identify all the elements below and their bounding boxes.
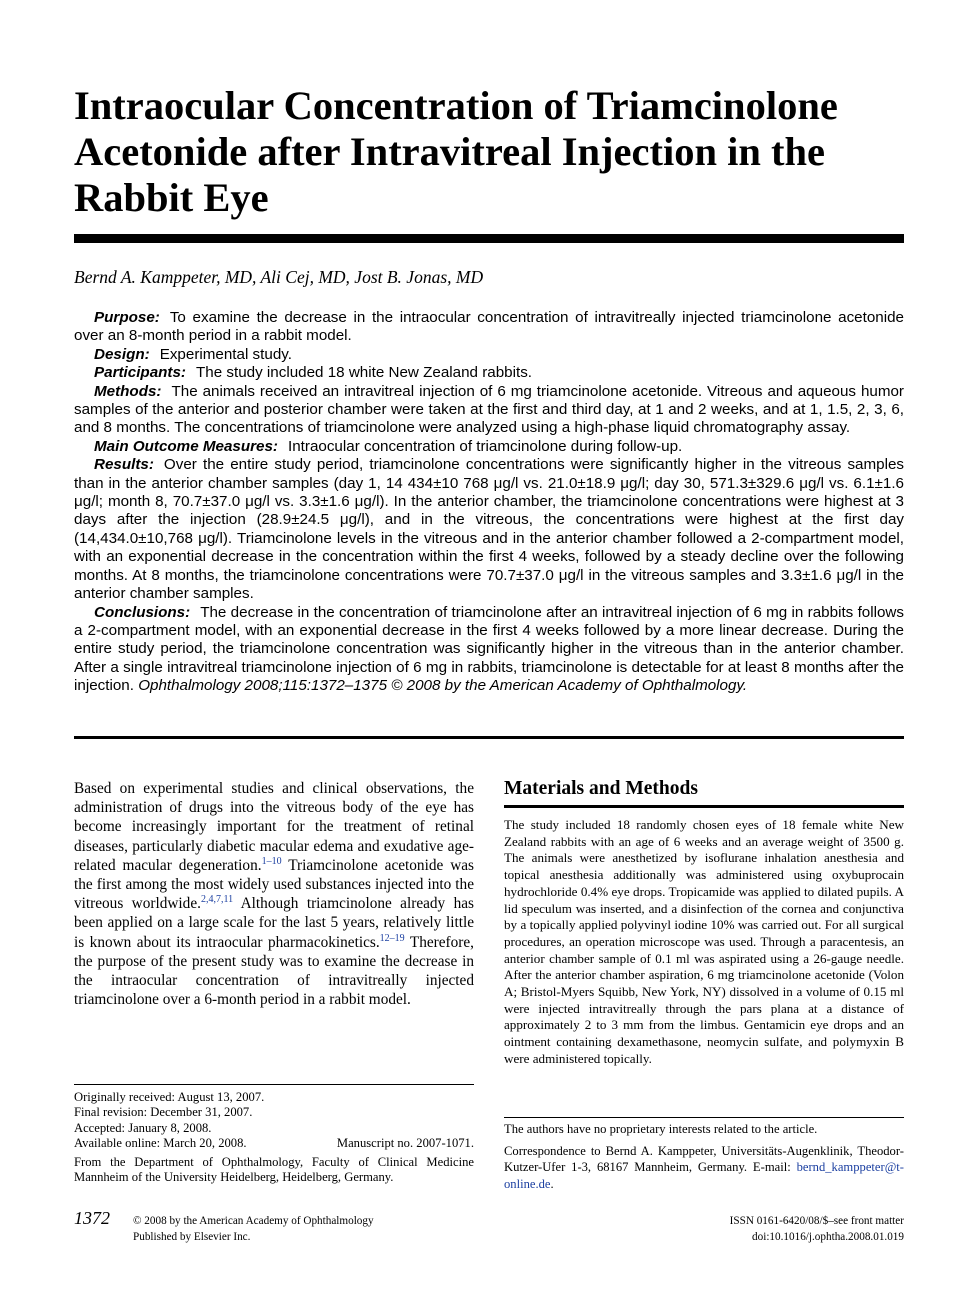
online-date: Available online: March 20, 2008. [74,1135,247,1150]
publisher: Published by Elsevier Inc. [133,1230,251,1243]
reference-link[interactable]: 1–10 [261,855,282,867]
copyright: © 2008 by the American Academy of Ophthalmology [133,1215,374,1227]
abstract-rule [74,736,904,739]
revision-date: Final revision: December 31, 2007. [74,1105,253,1120]
reference-link[interactable]: 12–19 [379,932,405,944]
conclusions-label: Conclusions: [94,603,191,621]
intro-part-2: Triamcinolone acetonide was the first among the most widely used substances injected into the vitreous worldwide. [74,856,474,913]
online-row [74,1136,474,1151]
article-history [74,1090,474,1186]
doi: doi:10.1016/j.ophtha.2008.01.019 [752,1230,904,1243]
correspondence-end: . [550,1176,554,1191]
intro-part-3: Although triamcinolone already has been applied on a large scale for the last 5 years, relatively little is known about its intraocular pharmacokinetics. [74,895,474,951]
introduction-text [74,779,474,1009]
abstract-methods [74,383,904,438]
abstract-participants [74,364,904,382]
correspondence-text: Correspondence to Bernd A. Kamppeter, Universitäts-Augenklinik, Theodor-Kutzer-Ufer 1-3, 68167 Mannheim, Germany. E-mail: [504,1144,904,1175]
accepted-date: Accepted: January 8, 2008. [74,1120,212,1135]
outcome-label: Main Outcome Measures: [94,437,278,455]
affiliation: From the Department of Ophthalmology, Faculty of Clinical Medicine Mannheim of the University Heidelberg, Heidelberg, Germany. [74,1155,474,1185]
journal-citation: Ophthalmology 2008;115:1372–1375 © 2008 by the American Academy of Ophthalmology. [138,677,748,695]
design-label: Design: [94,345,150,363]
abstract-design [74,346,904,364]
abstract-conclusions [74,604,904,696]
interests-statement: The authors have no proprietary interests related to the article. [504,1122,818,1136]
issn-block [640,1214,904,1245]
intro-part-4: Therefore, the purpose of the present study was to examine the decrease in the intraocular concentration of intravitreally injected triamcinolone over a 6-month period in a rabbit model. [74,933,474,1009]
participants-label: Participants: [94,364,186,382]
purpose-label: Purpose: [94,309,160,326]
issn: ISSN 0161-6420/08/$–see front matter [729,1215,904,1227]
correspondence [504,1143,904,1192]
methods-text: The animals received an intravitreal injection of 6 mg triamcinolone acetonide. Vitreous and aqueous humor samples of the anterior and posterior chamber were taken at the first and third day, at 1 and 2 weeks, and at 1, 1.5, 2, 3, 6, and 8 months. The concentrations of triamcinolone were analyzed using a high-phase liquid chromatography assay. [74,382,904,437]
purpose-text: To examine the decrease in the intraocular concentration of intravitreally injected triamcinolone acetonide over an 8-month period in a rabbit model. [74,309,904,345]
conclusions-text: The decrease in the concentration of triamcinolone after an intravitreal injection of 6 mg in rabbits follows a 2-compartment model, with an exponential decrease in the first 4 weeks followed by a more linear decrease. During the entire study period, the triamcinolone concentration was significantly higher in the vitreous than in the anterior chamber. After a single intravitreal triamcinolone injection of 6 mg in rabbits, triamcinolone is detectable for at least 8 months after the injection. [74,603,904,695]
reference-link[interactable]: 2,4,7,11 [200,894,234,906]
section-rule [504,805,904,808]
article-title: Intraocular Concentration of Triamcinolone Acetonide after Intravitreal Injection in the Rabbit Eye [74,83,838,220]
author-notes [504,1121,904,1198]
results-label: Results: [94,456,154,474]
methods-body: The study included 18 randomly chosen eyes of 18 female white New Zealand rabbits with an age of 6 weeks and an average weight of 3500 g. The animals were anesthetized by isoflurane inhalation anesthesia and topical anesthesia additionally was administered using oxybuprocain hydrochloride 0.4% eye drops. Tropicamide was applied to dilated pupils. A lid speculum was inserted, and a disinfection of the cornea and conjunctiva by a topically applied polyvinyl iodine 10% was carried out. For all surgical procedures, an operation microscope was used. Through a paracentesis, an anterior chamber sample of 0.1 ml was aspirated using a 26-gauge needle. After the anterior chamber aspiration, 6 mg triamcinolone acetonide (Volon A; Bristol-Myers Squibb, New York, NY) dissolved in a volume of 0.15 ml were injected intravitreally through the pars plana at a distance of approximately 2 to 3 mm from the limbus. Gentamicin eye drops and an ointment containing dexamethasone, neomycin sulfate, and polymyxin B were administered topically. [504,817,904,1066]
abstract-purpose [74,309,904,346]
title-rule [74,234,904,243]
design-text: Experimental study. [159,345,292,363]
participants-text: The study included 18 white New Zealand rabbits. [196,364,533,382]
methods-label: Methods: [94,382,162,400]
manuscript-number: Manuscript no. 2007-1071. [336,1135,474,1150]
notes-rule [504,1117,904,1118]
email-link[interactable]: bernd_kamppeter@t-online.de [504,1160,904,1191]
abstract-results [74,456,904,603]
results-text: Over the entire study period, triamcinolone concentrations were significantly higher in the vitreous samples than in the anterior chamber samples (day 1, 14 434±10 768 μg/l vs. 21.0±18.9 μg/l; day 30, 571.3±329.6 μg/l vs. 6.1±1.6 μg/l; month 8, 70.7±37.0 μg/l vs. 3.3±1.6 μg/l). In the anterior chamber, the triamcinolone concentrations were highest at 3 days after the injection (28.9±24.5 μg/l), and in the vitreous, the concentrations were highest at the first day (14,434.0±10,768 μg/l). Triamcinolone levels in the vitreous and in the anterior chamber followed a 2-compartment model, with an exponential decrease in the concentration within the first 4 weeks, followed by a steady decline over the following months. At 8 months, the triamcinolone concentrations were 70.7±37.0 μg/l in the vitreous samples and 3.3±1.6 μg/l in the anterior chamber samples. [74,456,904,603]
abstract [74,309,904,696]
outcome-text: Intraocular concentration of triamcinolone during follow-up. [288,437,683,455]
section-heading: Materials and Methods [504,778,698,799]
page-number: 1372 [74,1208,110,1228]
abstract-outcome [74,438,904,456]
received-date: Originally received: August 13, 2007. [74,1090,265,1104]
intro-part-1: Based on experimental studies and clinical observations, the administration of drugs into the vitreous body of the eye has become increasingly important for the treatment of retinal diseases, particularly diabetic macular edema and exudative age-related macular degeneration. [74,780,474,874]
history-rule [74,1084,474,1085]
author-list: Bernd A. Kamppeter, MD, Ali Cej, MD, Jost B. Jonas, MD [74,267,484,287]
copyright-block [133,1214,374,1245]
